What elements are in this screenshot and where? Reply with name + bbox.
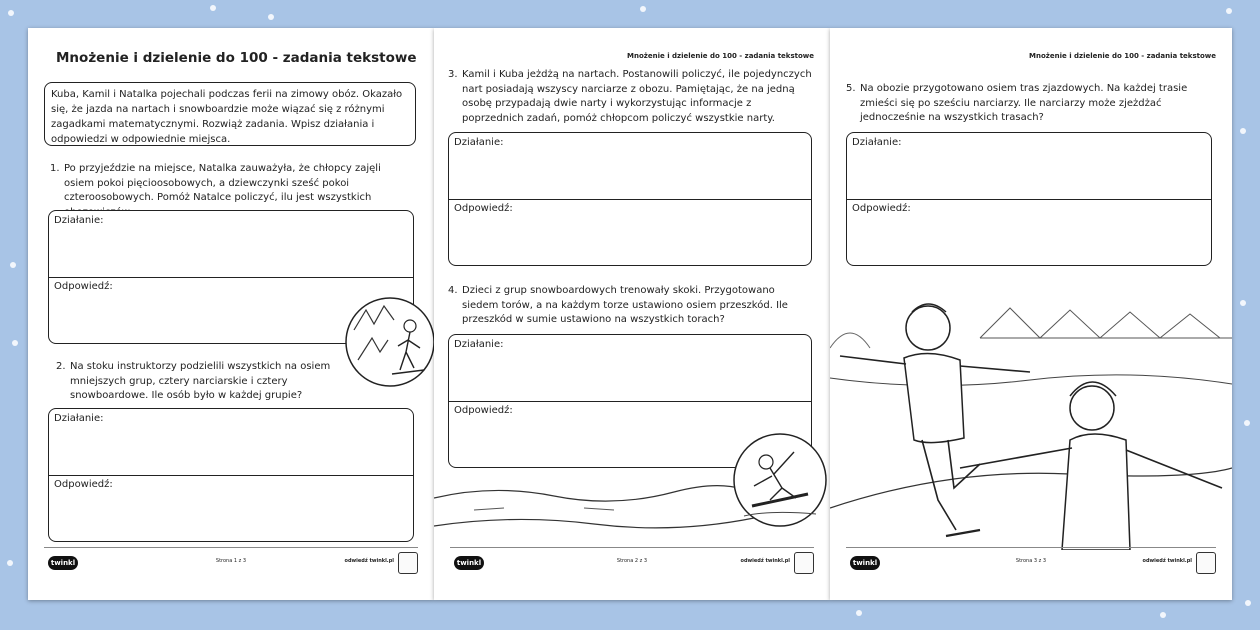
question-number: 2.: [56, 361, 66, 372]
answer-label: Odpowiedź:: [454, 203, 513, 214]
question-5: [846, 82, 1212, 126]
quality-badge-icon: [398, 552, 418, 574]
worksheet-page-1: [28, 28, 434, 600]
question-4: [448, 284, 812, 328]
worksheet-page-3: [830, 28, 1232, 600]
calculation-area[interactable]: [49, 211, 413, 278]
question-number: 5.: [846, 83, 856, 94]
answer-label: Odpowiedź:: [852, 203, 911, 214]
answer-box-2: [48, 408, 414, 542]
calculation-label: Działanie:: [852, 137, 902, 148]
question-text: Na stoku instruktorzy podzielili wszystkich na osiem mniejszych grup, cztery narciarskie i cztery snowboardowe. Ile osób było w każdej grupie?: [70, 361, 331, 401]
answer-label: Odpowiedź:: [54, 479, 113, 490]
answer-area[interactable]: [49, 475, 413, 541]
question-text: Na obozie przygotowano osiem tras zjazdowych. Na każdej trasie zmieści się po sześciu narciarzy. Ile narciarzy może zjeżdżać jednocześnie na wszystkich trasach?: [860, 83, 1188, 123]
snowboarder-illustration: [730, 428, 828, 532]
page-number: Strona 2 z 3: [616, 558, 648, 564]
site-link[interactable]: odwiedź twinkl.pl: [344, 558, 394, 564]
page-footer: [44, 547, 418, 578]
calculation-area[interactable]: [847, 133, 1211, 200]
page-footer: [846, 547, 1216, 578]
worksheet-page-2: [434, 28, 830, 600]
page-title: Mnożenie i dzielenie do 100 - zadania tekstowe: [56, 50, 417, 66]
answer-label: Odpowiedź:: [54, 281, 113, 292]
calculation-label: Działanie:: [454, 137, 504, 148]
ice-skaters-illustration: [830, 268, 1232, 550]
quality-badge-icon: [1196, 552, 1216, 574]
answer-area[interactable]: [847, 199, 1211, 265]
calculation-label: Działanie:: [54, 215, 104, 226]
page-title: Mnożenie i dzielenie do 100 - zadania tekstowe: [1029, 52, 1216, 60]
twinkl-logo: twinkl: [454, 556, 484, 570]
question-text: Dzieci z grup snowboardowych trenowały skoki. Przygotowano siedem torów, a na każdym torze ustawiono osiem przeszkód. Ile przeszkód w sumie ustawiono na wszystkich torach?: [462, 285, 788, 325]
skier-illustration: [344, 290, 434, 400]
answer-area[interactable]: [449, 199, 811, 265]
answer-box-3: [448, 132, 812, 266]
calculation-label: Działanie:: [54, 413, 104, 424]
twinkl-logo: twinkl: [850, 556, 880, 570]
question-number: 3.: [448, 69, 458, 80]
question-3: [448, 68, 812, 126]
answer-label: Odpowiedź:: [454, 405, 513, 416]
question-2: [56, 360, 360, 404]
calculation-label: Działanie:: [454, 339, 504, 350]
question-text: Po przyjeździe na miejsce, Natalka zauważyła, że chłopcy zajęli osiem pokoi pięcioosobowych, a dziewczynki sześć pokoi czteroosobowych. Pomóż Natalce policzyć, ilu jest wszystkich: [64, 163, 381, 203]
calculation-area[interactable]: [449, 335, 811, 402]
page-footer: [450, 547, 814, 578]
twinkl-logo: twinkl: [48, 556, 78, 570]
answer-box-5: [846, 132, 1212, 266]
site-link[interactable]: odwiedź twinkl.pl: [1142, 558, 1192, 564]
intro-text-box: Kuba, Kamil i Natalka pojechali podczas ferii na zimowy obóz. Okazało się, że jazda na nartach i snowboardzie może wiązać się z różnymi zagadkami matematycznymi. Rozwiąż zadania. Wpisz działania i odpowiedzi w odpowiednie miejsca.: [44, 82, 416, 146]
site-link[interactable]: odwiedź twinkl.pl: [740, 558, 790, 564]
question-text: Kamil i Kuba jeżdżą na nartach. Postanowili policzyć, ile pojedynczych nart posiadają wszyscy narciarze z obozu. Pamiętając, że na jedną osobę przypadają dwie narty i wykorzystując informacje z poprzednich zadań, pomóż chłopcom policzyć wszystkie narty.: [462, 69, 812, 124]
page-number: Strona 1 z 3: [215, 558, 247, 564]
question-number: 1.: [50, 163, 60, 174]
calculation-area[interactable]: [449, 133, 811, 200]
page-number: Strona 3 z 3: [1015, 558, 1047, 564]
page-title: Mnożenie i dzielenie do 100 - zadania tekstowe: [627, 52, 814, 60]
calculation-area[interactable]: [49, 409, 413, 476]
quality-badge-icon: [794, 552, 814, 574]
question-number: 4.: [448, 285, 458, 296]
